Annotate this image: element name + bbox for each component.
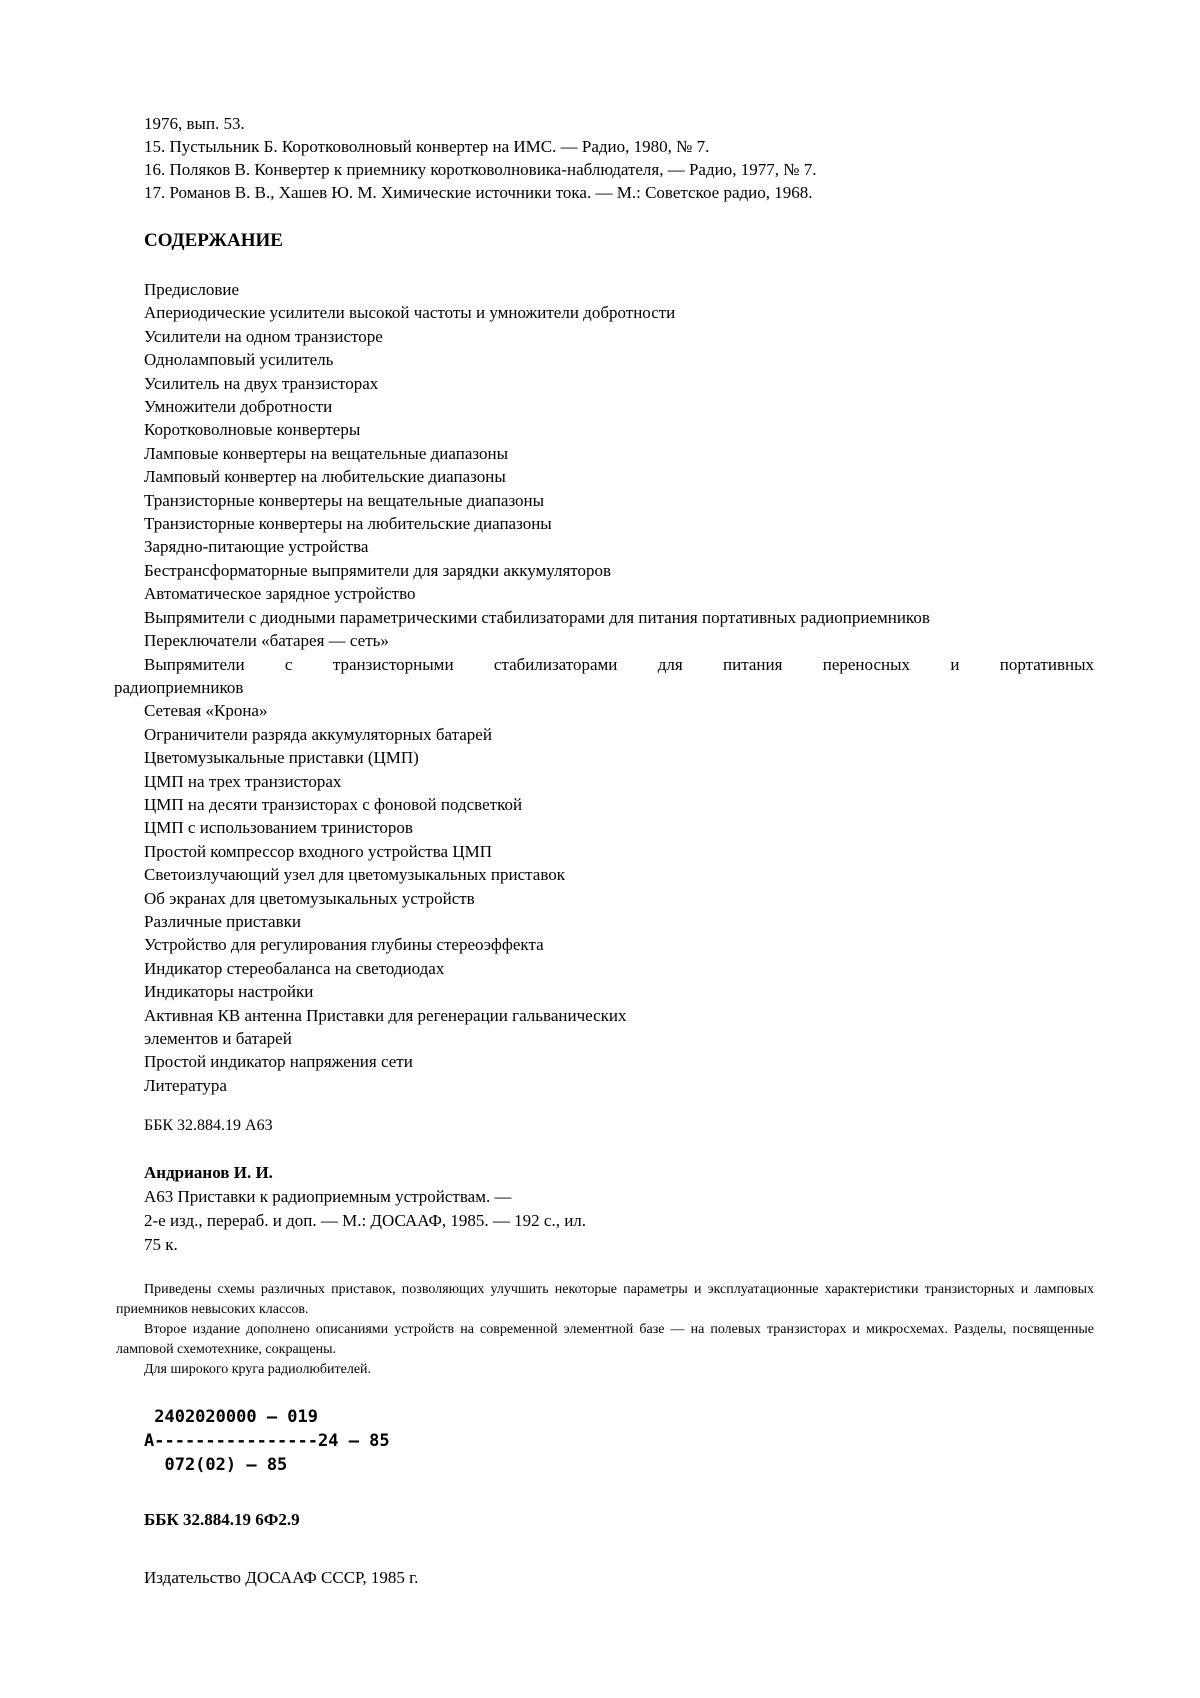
bbk-index: ББК 32.884.19 А63 — [144, 1117, 273, 1135]
toc-item: Светоизлучающий узел для цветомузыкальных приставок — [144, 863, 1094, 886]
toc-item: ЦМП на трех транзисторах — [144, 770, 1094, 793]
code-line: А----------------24 — 85 — [144, 1429, 390, 1453]
toc-item: Устройство для регулирования глубины стереоэффекта — [144, 933, 1094, 956]
toc-item: Транзисторные конвертеры на любительские диапазоны — [144, 512, 1094, 535]
toc-item: ЦМП с использованием тринисторов — [144, 816, 1094, 839]
toc-item: Активная КВ антенна Приставки для регенерации гальванических — [144, 1004, 1094, 1027]
toc-item: Выпрямители с диодными параметрическими стабилизаторами для питания портативных радиоприемников — [144, 606, 1094, 629]
toc-item: Апериодические усилители высокой частоты и умножители добротности — [144, 301, 1094, 324]
annotation-paragraph: Для широкого круга радиолюбителей. — [116, 1360, 1094, 1380]
biblio-line: 2-е изд., перераб. и доп. — М.: ДОСААФ, 1985. — 192 с., ил. — [144, 1209, 586, 1233]
reference-item: 15. Пустыльник Б. Коротковолновый конвертер на ИМС. — Радио, 1980, № 7. — [144, 135, 816, 158]
toc-item: Коротковолновые конвертеры — [144, 418, 1094, 441]
toc-item-continuation: радиоприемников — [114, 676, 1094, 699]
toc-item: Сетевая «Крона» — [144, 699, 1094, 722]
toc-item: Зарядно-питающие устройства — [144, 535, 1094, 558]
toc-item: элементов и батарей — [144, 1027, 1094, 1050]
bbk-code: ББК 32.884.19 6Ф2.9 — [144, 1510, 300, 1530]
publisher-line: Издательство ДОСААФ СССР, 1985 г. — [144, 1568, 418, 1588]
toc-item: Усилители на одном транзисторе — [144, 325, 1094, 348]
biblio-line: А63 Приставки к радиоприемным устройствам. — — [144, 1185, 586, 1209]
toc-item: Простой индикатор напряжения сети — [144, 1050, 1094, 1073]
toc-item: Ламповые конвертеры на вещательные диапазоны — [144, 442, 1094, 465]
toc-item: Бестрансформаторные выпрямители для зарядки аккумуляторов — [144, 559, 1094, 582]
toc-item: Простой компрессор входного устройства ЦМП — [144, 840, 1094, 863]
toc-item: Цветомузыкальные приставки (ЦМП) — [144, 746, 1094, 769]
annotation-paragraph: Второе издание дополнено описаниями устройств на современной элементной базе — на полевых транзисторах и микросхемах. Разделы, посвященные ламповой схемотехнике, сокращены. — [116, 1320, 1094, 1360]
toc-item: Транзисторные конвертеры на вещательные диапазоны — [144, 489, 1094, 512]
code-line: 2402020000 — 019 — [144, 1405, 390, 1429]
toc-item: Литература — [144, 1074, 1094, 1097]
document-page — [0, 0, 1200, 1698]
reference-item: 1976, вып. 53. — [144, 112, 816, 135]
toc-title: СОДЕРЖАНИЕ — [144, 230, 283, 252]
toc-item: Предисловие — [144, 278, 1094, 301]
annotation-paragraph: Приведены схемы различных приставок, позволяющих улучшить некоторые параметры и эксплуатационные характеристики транзисторных и ламповых приемников невысоких классов. — [116, 1280, 1094, 1320]
reference-item: 17. Романов В. В., Хашев Ю. М. Химические источники тока. — М.: Советское радио, 1968. — [144, 181, 816, 204]
toc-item: Усилитель на двух транзисторах — [144, 372, 1094, 395]
references-list — [144, 112, 816, 204]
bibliographic-record — [144, 1185, 586, 1257]
toc-item: Автоматическое зарядное устройство — [144, 582, 1094, 605]
toc-item: Ламповый конвертер на любительские диапазоны — [144, 465, 1094, 488]
author-name: Андрианов И. И. — [144, 1163, 273, 1183]
reference-item: 16. Поляков В. Конвертер к приемнику коротковолновика-наблюдателя, — Радио, 1977, № 7. — [144, 158, 816, 181]
code-line: 072(02) — 85 — [144, 1453, 390, 1477]
toc-item: Умножители добротности — [144, 395, 1094, 418]
toc-item: Выпрямители с транзисторными стабилизаторами для питания переносных и портативных — [144, 653, 1094, 676]
toc-item: Об экранах для цветомузыкальных устройств — [144, 887, 1094, 910]
toc-item: Индикаторы настройки — [144, 980, 1094, 1003]
biblio-line: 75 к. — [144, 1233, 586, 1257]
annotation — [116, 1280, 1094, 1380]
table-of-contents — [144, 278, 1094, 1097]
toc-item: Различные приставки — [144, 910, 1094, 933]
toc-item: Ограничители разряда аккумуляторных батарей — [144, 723, 1094, 746]
catalog-codes — [144, 1405, 390, 1477]
toc-item: Однoламповый усилитель — [144, 348, 1094, 371]
toc-item: ЦМП на десяти транзисторах с фоновой подсветкой — [144, 793, 1094, 816]
toc-item: Индикатор стереобаланса на светодиодах — [144, 957, 1094, 980]
toc-item: Переключатели «батарея — сеть» — [144, 629, 1094, 652]
